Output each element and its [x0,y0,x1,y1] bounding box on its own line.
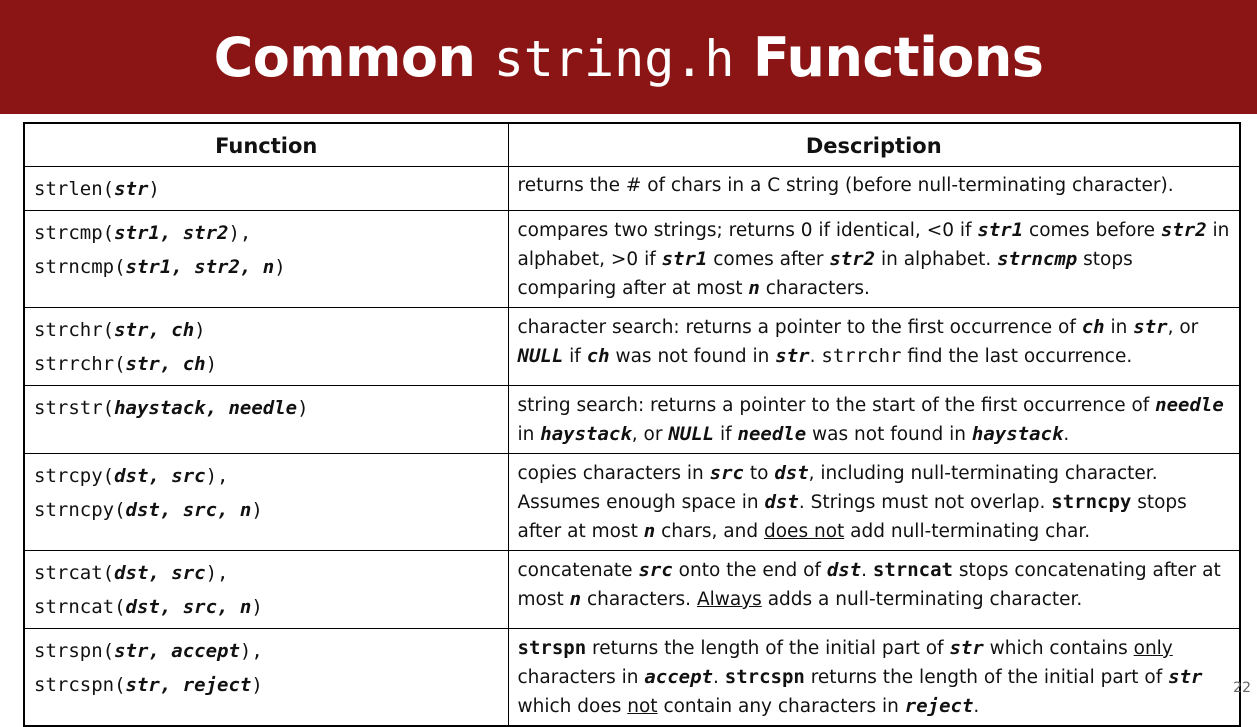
function-cell [24,629,508,727]
function-signature: strcmp(str1, str2), [34,222,252,244]
description-column-header: Description [508,123,1240,167]
function-cell [24,211,508,308]
function-cell [24,386,508,454]
function-signature: strstr(haystack, needle) [34,397,309,419]
table-row [24,386,1240,454]
description-cell: copies characters in src to dst, including null-terminating character. Assumes enough space in dst. Strings must not overlap. strncpy stops after at most n chars, and does not add null-terminating char. [508,454,1240,551]
description-cell: concatenate src onto the end of dst. strncat stops concatenating after at most n characters. Always adds a null-terminating character. [508,551,1240,629]
function-signature: strlen(str) [34,178,160,200]
function-signature: strspn(str, accept), [34,640,263,662]
description-cell: strspn returns the length of the initial part of str which contains only characters in accept. strcspn returns the length of the initial part of str which does not contain any characters in reject. [508,629,1240,727]
function-signature: strrchr(str, ch) [34,353,218,375]
function-column-header: Function [24,123,508,167]
function-signature: strcat(dst, src), [34,562,229,584]
slide-title [214,26,1044,89]
table-row [24,167,1240,211]
function-signature: strcspn(str, reject) [34,674,263,696]
table-row [24,211,1240,308]
table-header-row [24,123,1240,167]
function-signature: strcpy(dst, src), [34,465,229,487]
title-text-end: Functions [734,25,1044,89]
table-row [24,551,1240,629]
description-cell: returns the # of chars in a C string (before null-terminating character). [508,167,1240,211]
title-code: string.h [493,29,735,88]
function-cell [24,308,508,386]
description-cell: string search: returns a pointer to the start of the first occurrence of needle in haystack, or NULL if needle was not found in haystack. [508,386,1240,454]
table-row [24,454,1240,551]
functions-table [23,122,1241,727]
function-signature: strncpy(dst, src, n) [34,499,263,521]
table-row [24,308,1240,386]
function-signature: strchr(str, ch) [34,319,206,341]
function-signature: strncmp(str1, str2, n) [34,256,286,278]
table-row [24,629,1240,727]
description-cell: compares two strings; returns 0 if identical, <0 if str1 comes before str2 in alphabet, >0 if str1 comes after str2 in alphabet. strncmp stops comparing after at most n characters. [508,211,1240,308]
slide-header [0,0,1257,114]
description-cell: character search: returns a pointer to the first occurrence of ch in str, or NULL if ch was not found in str. strrchr find the last occurrence. [508,308,1240,386]
function-cell [24,454,508,551]
function-signature: strncat(dst, src, n) [34,596,263,618]
function-cell [24,551,508,629]
page-number: 22 [1233,680,1251,696]
function-cell [24,167,508,211]
title-text-start: Common [213,25,494,89]
